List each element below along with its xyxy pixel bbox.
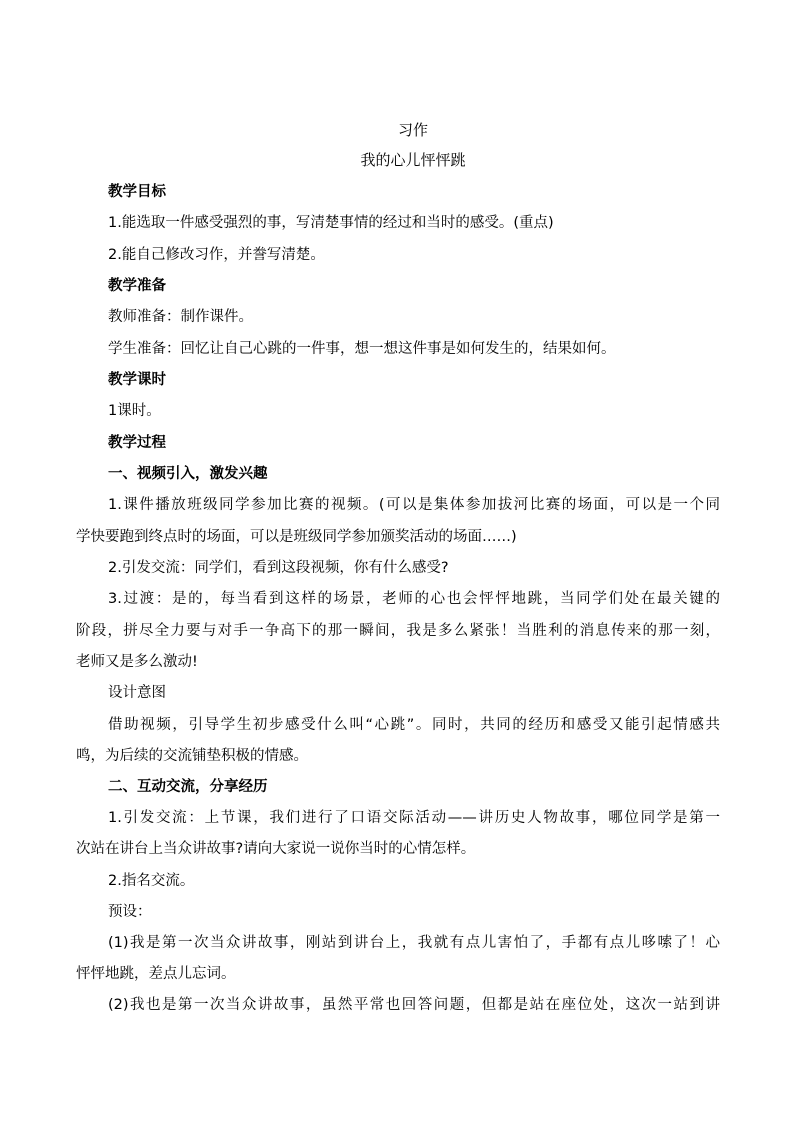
section-heading-process: 教学过程 [108,435,166,451]
paragraph-line: 1.课件播放班级同学参加比赛的视频。(可以是集体参加拔河比赛的场面，可以是一个同 [108,497,720,513]
paragraph-line: 学快要跑到终点时的场面，可以是班级同学参加颁奖活动的场面……) [76,529,517,545]
subsection-heading-video-intro: 一、视频引入，激发兴趣 [108,466,268,482]
section-heading-preparation: 教学准备 [108,278,166,294]
paragraph-line: 1.引发交流：上节课，我们进行了口语交际活动——讲历史人物故事，哪位同学是第一 [108,810,720,826]
paragraph-line: 2.引发交流：同学们，看到这段视频，你有什么感受? [108,560,449,576]
paragraph-line: 鸣，为后续的交流铺垫积极的情感。 [76,748,308,764]
paragraph-line: (1)我是第一次当众讲故事，刚站到讲台上，我就有点儿害怕了，手都有点儿哆嗦了！心 [108,935,720,951]
document-title: 习作 [397,121,428,139]
section-heading-objectives: 教学目标 [108,184,166,200]
section-heading-periods: 教学课时 [108,372,166,388]
design-intent-label: 设计意图 [108,685,166,701]
paragraph-line: 2.能自己修改习作，并誊写清楚。 [108,247,325,263]
paragraph-line: 借助视频，引导学生初步感受什么叫“心跳”。同时，共同的经历和感受又能引起情感共 [108,717,720,733]
paragraph-line: 学生准备：回忆让自己心跳的一件事，想一想这件事是如何发生的，结果如何。 [108,341,616,357]
paragraph-line: 教师准备：制作课件。 [108,309,253,325]
paragraph-line: 次站在讲台上当众讲故事?请向大家说一说你当时的心情怎样。 [76,841,476,857]
paragraph-line: 怦怦地跳，差点儿忘词。 [76,966,236,982]
document-subtitle: 我的心儿怦怦跳 [360,151,466,169]
paragraph-line: (2)我也是第一次当众讲故事，虽然平常也回答问题，但都是站在座位处，这次一站到讲 [108,997,720,1013]
paragraph-line: 3.过渡：是的，每当看到这样的场景，老师的心也会怦怦地跳，当同学们处在最关键的 [108,591,720,607]
paragraph-line: 老师又是多么激动! [76,654,198,670]
subsection-heading-interaction: 二、互动交流，分享经历 [108,779,268,795]
paragraph-line: 1.能选取一件感受强烈的事，写清楚事情的经过和当时的感受。(重点) [108,215,554,231]
paragraph-line: 1课时。 [108,403,161,419]
paragraph-line: 阶段，拼尽全力要与对手一争高下的那一瞬间，我是多么紧张！当胜利的消息传来的那一刻， [76,623,720,639]
paragraph-line: 2.指名交流。 [108,873,195,889]
preset-label: 预设： [108,904,152,920]
